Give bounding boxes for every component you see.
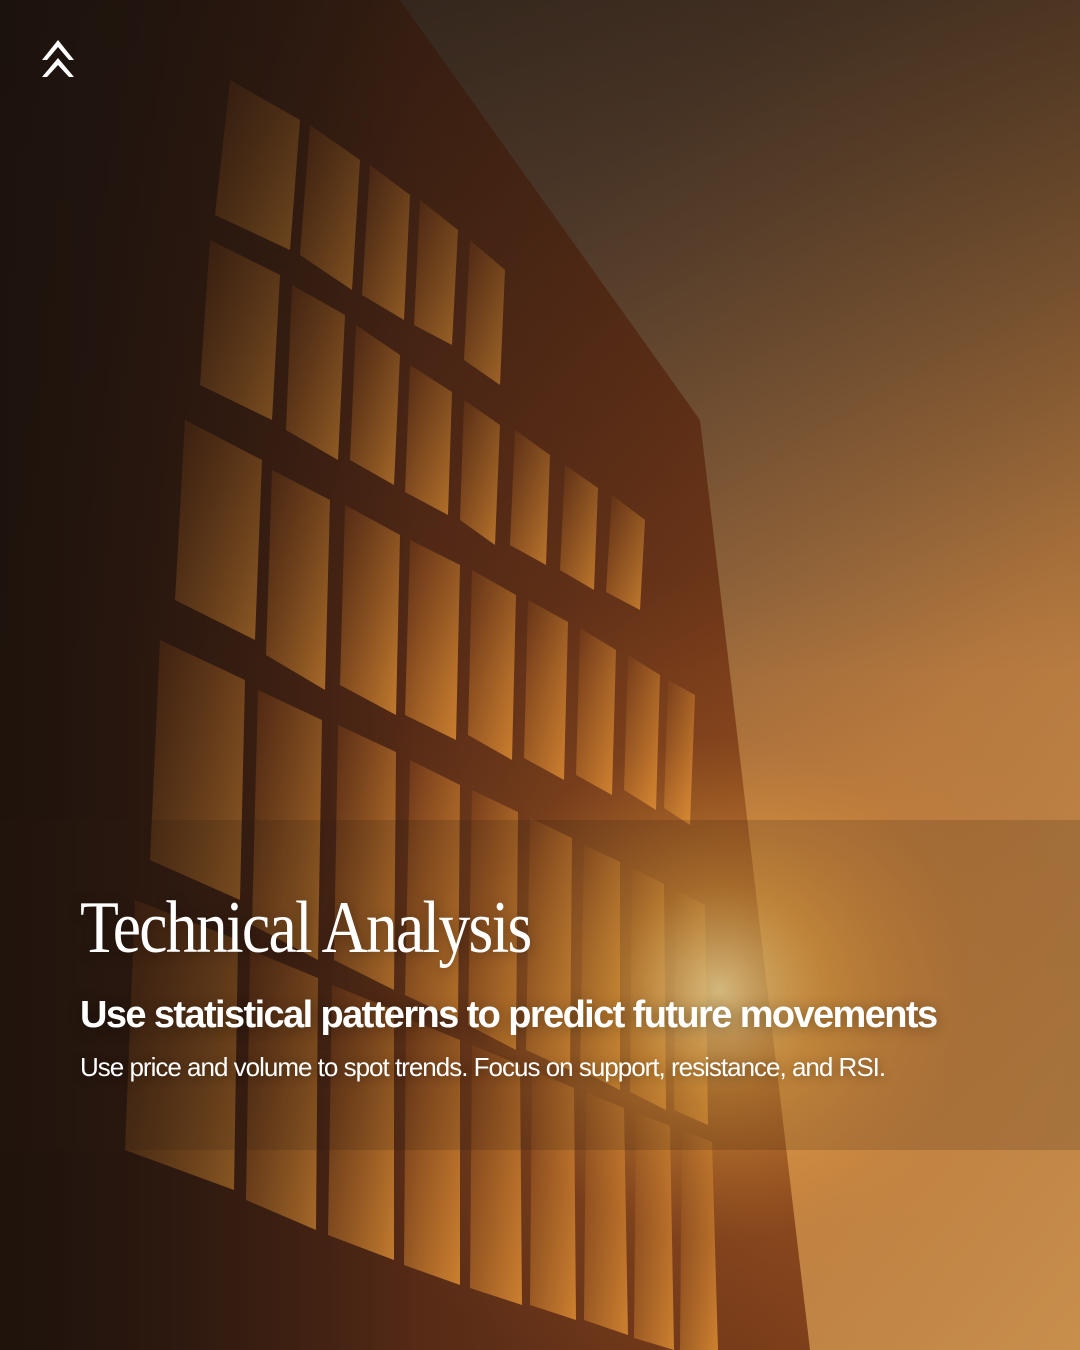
double-chevron-up-icon[interactable] bbox=[38, 38, 78, 80]
page-subtitle: Use statistical patterns to predict future movements bbox=[80, 994, 937, 1036]
brand-logo bbox=[38, 38, 78, 80]
page-description: Use price and volume to spot trends. Focus on support, resistance, and RSI. bbox=[80, 1052, 886, 1082]
page-title: Technical Analysis bbox=[80, 887, 531, 969]
hero-text bbox=[80, 888, 1040, 1084]
